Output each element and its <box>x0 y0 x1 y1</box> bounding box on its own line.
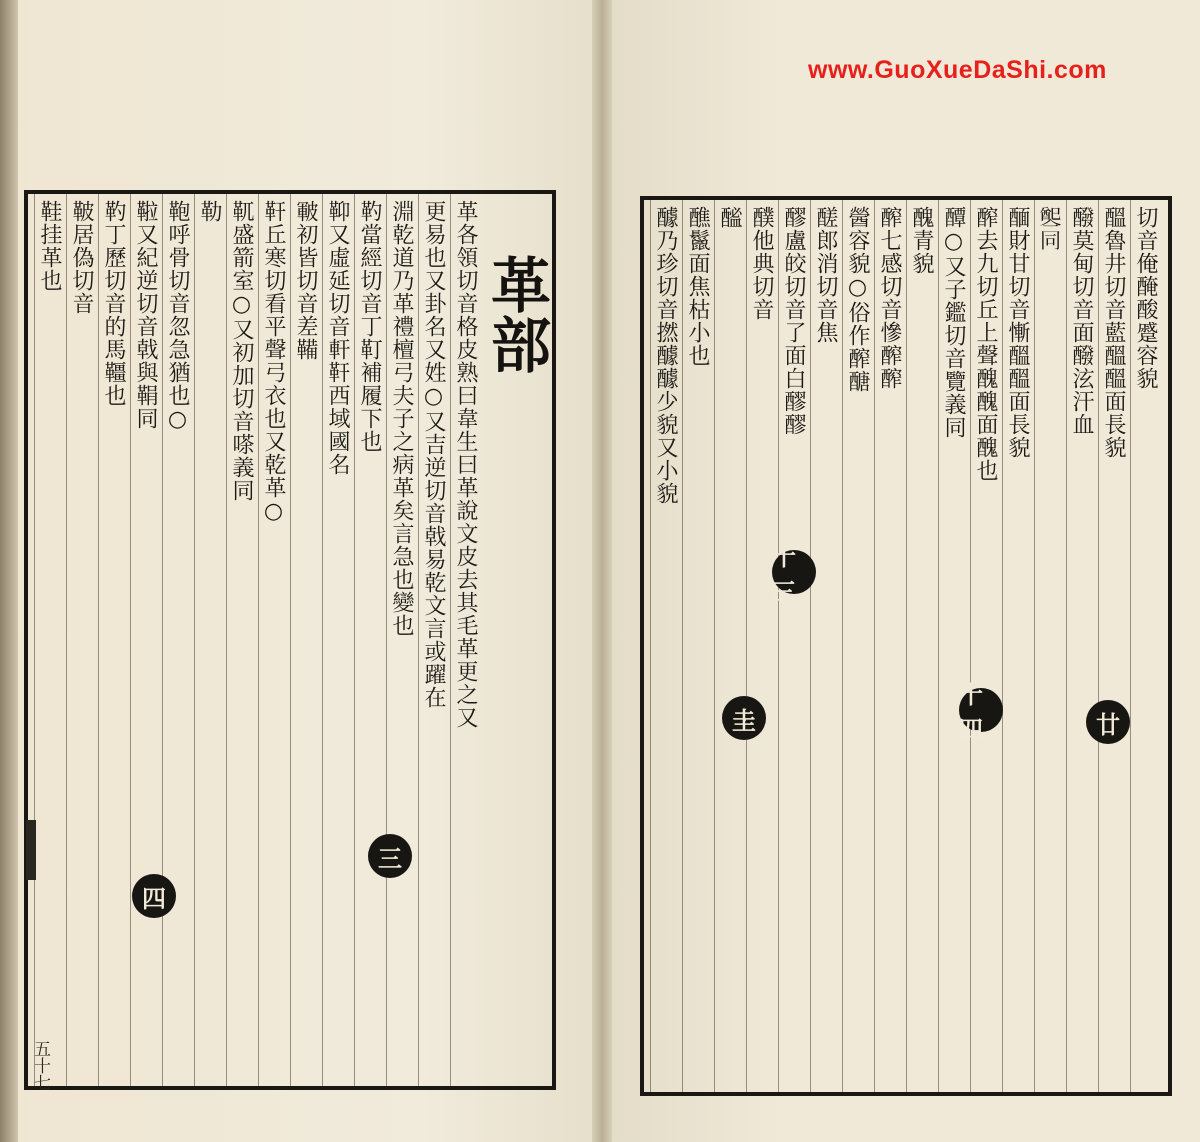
text-column: 鞡又紀逆切音戟與鞙同 <box>133 200 158 430</box>
text-column: 醮鬣面焦枯小也 <box>685 206 710 367</box>
text-column: 醞魯井切音藍醞醞面長貌 <box>1101 206 1126 459</box>
section-title: 革部 <box>481 254 551 374</box>
section-badge-4: 四 <box>132 874 176 918</box>
column-rule <box>194 194 195 1086</box>
column-rule <box>354 194 355 1086</box>
section-badge-3: 三 <box>368 834 412 878</box>
text-column: 皸初皆切音差鞴 <box>293 200 318 361</box>
text-column: 䤉 <box>717 206 742 229</box>
watermark-text: www.GuoXueDaShi.com <box>808 56 1107 84</box>
section-badge-14: 十四 <box>959 688 1003 732</box>
column-rule <box>98 194 99 1086</box>
column-rule <box>1066 200 1067 1092</box>
text-column: 醪盧皎切音了面白醪醪 <box>781 206 806 436</box>
column-rule <box>714 200 715 1092</box>
section-badge-13: 十三 <box>772 550 816 594</box>
text-column: 勒 <box>197 200 222 223</box>
text-column: 醰○又子鑑切音覽義同 <box>941 206 966 439</box>
column-rule <box>682 200 683 1092</box>
text-column: 醭他典切音 <box>749 206 774 321</box>
text-column: 醟容貌○俗作醡醣 <box>845 206 870 393</box>
column-rule <box>906 200 907 1092</box>
column-rule <box>810 200 811 1092</box>
book-edge <box>0 0 18 1142</box>
text-column: 醡七感切音慘醡醡 <box>877 206 902 390</box>
text-column: 靮丁歷切音的馬韁也 <box>101 200 126 407</box>
section-badge-12: 圭 <box>722 696 766 740</box>
text-column: 更易也又卦名又姓○又吉逆切音戟易乾文言或躍在 <box>421 200 446 709</box>
text-column: 䩕又虛延切音軒靬西域國名 <box>325 200 350 476</box>
text-column: 醡去九切丘上聲醜醜面醜也 <box>973 206 998 482</box>
text-column: 靬丘寒切看平聲弓衣也又乾革○ <box>261 200 286 525</box>
text-column: 鞄呼骨切音忽急猶也○ <box>165 200 190 433</box>
column-rule <box>130 194 131 1086</box>
text-column: 靰盛箭室○又初加切音嗏義同 <box>229 200 254 502</box>
column-rule <box>1034 200 1035 1092</box>
right-text-frame <box>640 196 1172 1096</box>
text-column: 醱莫甸切音面醱泫汗血 <box>1069 206 1094 436</box>
text-column: 淵乾道乃革禮檀弓夫子之病革矣言急也變也 <box>389 200 414 637</box>
column-rule <box>970 200 971 1092</box>
book-gutter <box>592 0 612 1142</box>
column-rule <box>842 200 843 1092</box>
column-rule <box>746 200 747 1092</box>
column-rule <box>34 194 35 1086</box>
column-rule <box>418 194 419 1086</box>
column-rule <box>290 194 291 1086</box>
text-column: 切音俺醃酸蹙容貌 <box>1133 206 1158 390</box>
folio-number: 五十七 <box>30 1040 50 1091</box>
text-column: 𨡡同 <box>1037 206 1062 252</box>
column-rule <box>1130 200 1131 1092</box>
column-rule <box>226 194 227 1086</box>
page-edge-mark <box>26 820 36 880</box>
text-column: 醜青貌 <box>909 206 934 275</box>
section-badge-20: 廿 <box>1086 700 1130 744</box>
text-column: 醵乃珍切音撚醵醵少貌又小貌 <box>653 206 678 505</box>
column-rule <box>450 194 451 1086</box>
text-column: 醝郎消切音焦 <box>813 206 838 344</box>
column-rule <box>162 194 163 1086</box>
column-rule <box>778 200 779 1092</box>
column-rule <box>1002 200 1003 1092</box>
column-rule <box>650 200 651 1092</box>
column-rule <box>66 194 67 1086</box>
text-column: 革各領切音格皮熟曰韋生曰革說文皮去其毛革更之又 <box>453 200 478 729</box>
text-column: 鞋挂革也 <box>37 200 62 292</box>
column-rule <box>938 200 939 1092</box>
column-rule <box>874 200 875 1092</box>
text-column: 靮當經切音丁靪補履下也 <box>357 200 382 453</box>
column-rule <box>258 194 259 1086</box>
column-rule <box>322 194 323 1086</box>
left-text-frame <box>24 190 556 1090</box>
text-column: 鞁居偽切音 <box>69 200 94 315</box>
text-column: 䤄財甘切音慚醞醞面長貌 <box>1005 206 1030 459</box>
column-rule <box>386 194 387 1086</box>
column-rule <box>1098 200 1099 1092</box>
